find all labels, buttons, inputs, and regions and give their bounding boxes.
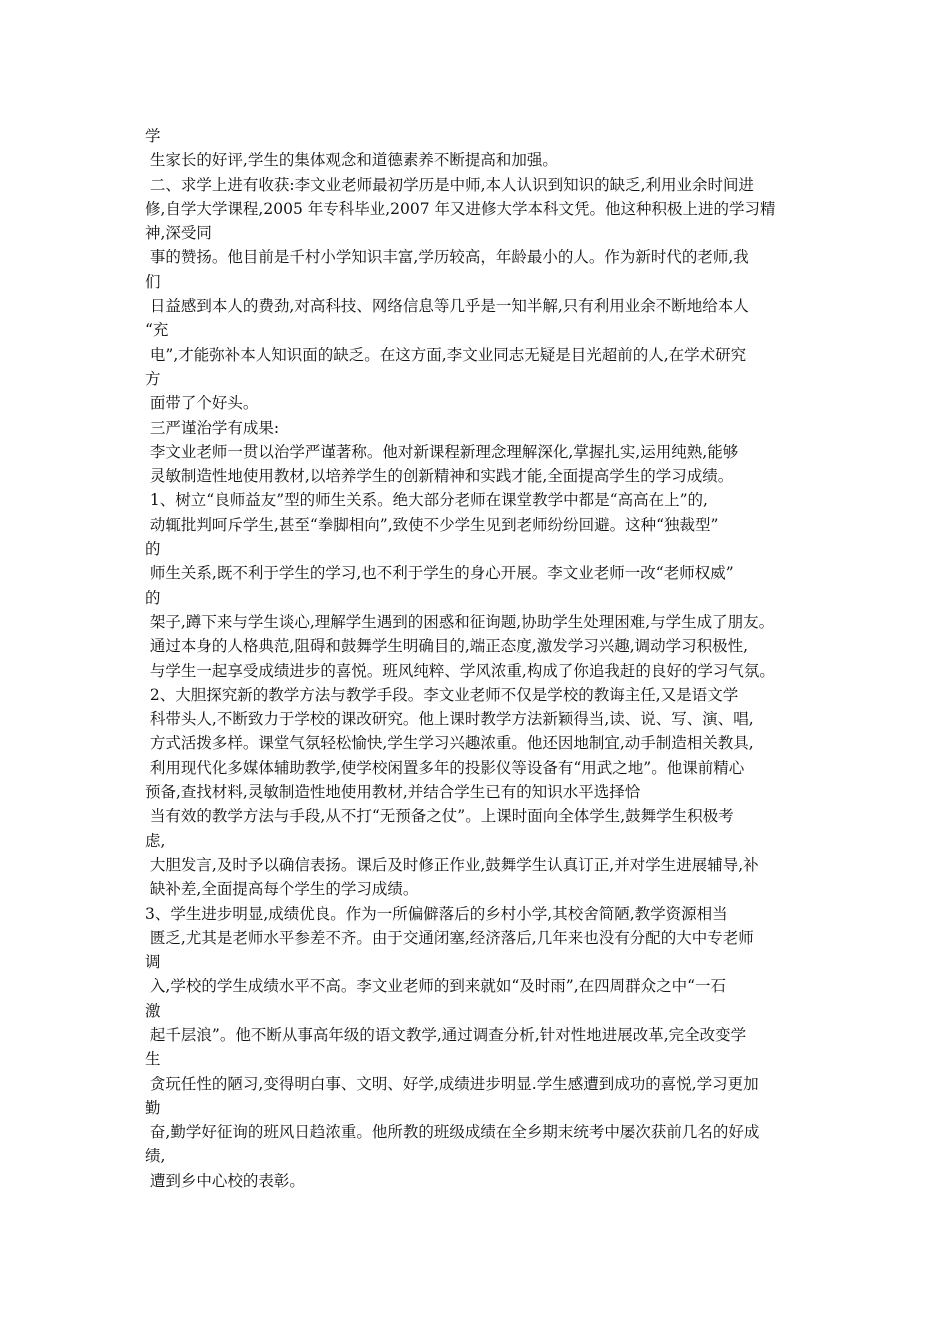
document-body-text [145, 124, 825, 1193]
text-line: 虑, [145, 831, 166, 850]
text-line: 激 [145, 1001, 161, 1020]
text-line: “充 [145, 321, 169, 340]
text-line: 入,学校的学生成绩水平不高。李文业老师的到来就如“及时雨”,在四周群众之中“一石 [145, 977, 727, 996]
text-line: 绩, [145, 1147, 166, 1166]
text-line: 事的赞扬。他目前是千村小学知识丰富,学历较高，年龄最小的人。作为新时代的老师,我 [145, 248, 749, 267]
text-line: 勤 [145, 1098, 161, 1117]
text-line: 贪玩任性的陋习,变得明白事、文明、好学,成绩进步明显.学生感遭到成功的喜悦,学习更加 [145, 1074, 759, 1093]
text-line: 方 [145, 369, 161, 388]
text-line: 神,深受同 [145, 224, 212, 243]
text-line: 学 [145, 127, 161, 145]
text-line: 科带头人,不断致力于学校的课改研究。他上课时教学方法新颖得当,读、说、写、演、唱, [145, 710, 754, 729]
text-line: 生家长的好评,学生的集体观念和道德素养不断提高和加强。 [145, 151, 558, 170]
text-line: 匮乏,尤其是老师水平参差不齐。由于交通闭塞,经济落后,几年来也没有分配的大中专老师 [145, 928, 754, 947]
text-line: 面带了个好头。 [145, 394, 259, 413]
text-line: 当有效的教学方法与手段,从不打“无预备之仗”。上课时面向全体学生,鼓舞学生积极考 [145, 807, 734, 826]
text-line: 李文业老师一贯以治学严谨著称。他对新课程新理念理解深化,掌握扎实,运用纯熟,能够 [145, 442, 739, 461]
text-line: 的 [145, 588, 161, 607]
text-line: 电”,才能弥补本人知识面的缺乏。在这方面,李文业同志无疑是目光超前的人,在学术研究 [145, 345, 747, 364]
text-line: 利用现代化多媒体辅助教学,使学校闲置多年的投影仪等设备有“用武之地”。他课前精心 [145, 758, 745, 777]
text-line: 2、大胆探究新的教学方法与教学手段。李文业老师不仅是学校的教诲主任,又是语文学 [145, 685, 739, 704]
text-line: 大胆发言,及时予以确信表扬。课后及时修正作业,鼓舞学生认真订正,并对学生进展辅导,补 [145, 855, 759, 874]
text-line: 与学生一起享受成绩进步的喜悦。班风纯粹、学风浓重,构成了你追我赶的良好的学习气氛。 [145, 661, 775, 680]
text-line: 遭到乡中心校的表彰。 [145, 1171, 305, 1190]
text-line: 动辄批判呵斥学生,甚至“拳脚相向”,致使不少学生见到老师纷纷回避。这种“独裁型” [145, 515, 719, 534]
text-line: 架子,蹲下来与学生谈心,理解学生遇到的困惑和征询题,协助学生处理困难,与学生成了朋友。 [145, 612, 775, 631]
text-line: 预备,查找材料,灵敏制造性地使用教材,并结合学生已有的知识水平选择恰 [145, 783, 641, 802]
text-line: 修,自学大学课程,2005 年专科毕业,2007 年又进修大学本科文凭。他这种积极上进的学习精 [145, 199, 776, 218]
text-line: 起千层浪”。他不断从事高年级的语文教学,通过调查分析,针对性地进展改革,完全改变学 [145, 1025, 747, 1044]
text-line: 日益感到本人的费劲,对高科技、网络信息等几乎是一知半解,只有利用业余不断地给本人 [145, 297, 749, 316]
text-line: 3、学生进步明显,成绩优良。作为一所偏僻落后的乡村小学,其校舍简陋,教学资源相当 [145, 904, 728, 923]
text-line: 们 [145, 272, 161, 291]
text-line: 二、求学上进有收获:李文业老师最初学历是中师,本人认识到知识的缺乏,利用业余时间进 [145, 175, 755, 194]
text-line: 通过本身的人格典范,阻碍和鼓舞学生明确目的,端正态度,激发学习兴趣,调动学习积极性, [145, 637, 749, 656]
text-line: 的 [145, 540, 161, 559]
text-line: 奋,勤学好征询的班风日趋浓重。他所教的班级成绩在全乡期末统考中屡次获前几名的好成 [145, 1123, 760, 1142]
text-line: 1、树立“良师益友”型的师生关系。绝大部分老师在课堂教学中都是“高高在上”的, [145, 491, 708, 510]
text-line: 三严谨治学有成果: [145, 418, 280, 437]
text-line: 方式活拨多样。课堂气氛轻松愉快,学生学习兴趣浓重。他还因地制宜,动手制造相关教具, [145, 734, 754, 753]
text-line: 师生关系,既不利于学生的学习,也不利于学生的身心开展。李文业老师一改“老师权威” [145, 564, 734, 583]
text-line: 缺补差,全面提高每个学生的学习成绩。 [145, 880, 419, 899]
text-line: 生 [145, 1050, 161, 1069]
text-line: 灵敏制造性地使用教材,以培养学生的创新精神和实践才能,全面提高学生的学习成绩。 [145, 467, 734, 486]
text-line: 调 [145, 953, 161, 972]
